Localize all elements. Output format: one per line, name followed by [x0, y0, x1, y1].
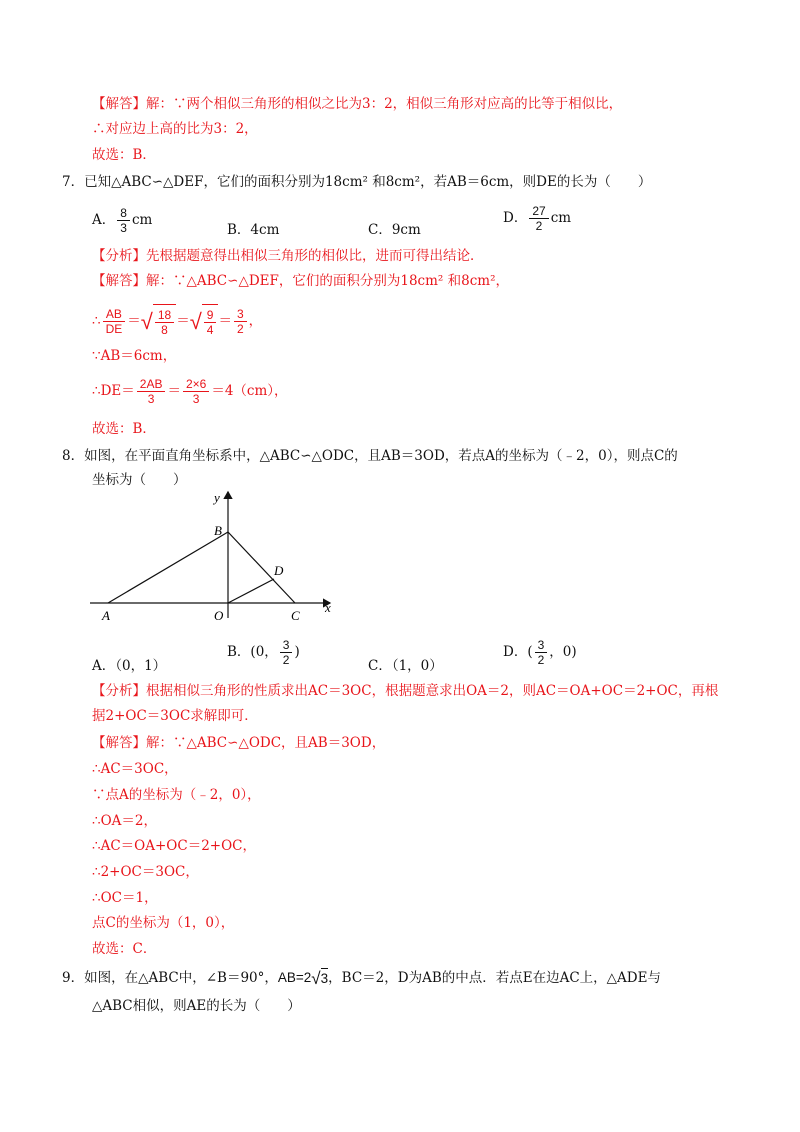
fraction-denominator: 2: [537, 653, 545, 667]
q8-analysis-line2: 据2+OC＝3OC求解即可．: [92, 708, 258, 724]
fraction-2ab-over-3: [137, 377, 166, 406]
q7-answer: 故选：B．: [92, 421, 156, 437]
fraction-numerator: 2×6: [183, 377, 209, 392]
q7-ratio-line: [92, 304, 262, 339]
option-a-unit: cm: [131, 212, 153, 228]
fraction-denominator: 3: [192, 392, 200, 406]
fraction-denominator: DE: [105, 322, 123, 336]
label-x: x: [325, 600, 331, 615]
open-paren: (: [527, 644, 533, 660]
ab-length-text: AB=2: [277, 970, 312, 985]
q8-option-c: C．（1，0）: [368, 658, 443, 674]
equals-sign: ＝: [167, 383, 181, 399]
q9-stem-line2: △ABC相似，则AE的长为（ ）: [92, 998, 301, 1014]
q7-option-d: [503, 204, 571, 233]
q7-ab-line: ∵AB＝6cm，: [92, 348, 177, 364]
equals-sign: ＝: [127, 313, 141, 329]
q7-solution-line1: 【解答】解：∵△ABC∽△DEF，它们的面积分别为18cm² 和8cm²，: [92, 273, 509, 289]
fraction-numerator: AB: [103, 307, 125, 322]
segment-od: [228, 579, 274, 603]
triangle-abc: [108, 532, 295, 603]
q8-option-b: [227, 638, 300, 667]
fraction-numerator: 3: [234, 307, 247, 322]
close-paren: ): [294, 644, 300, 660]
label-d: D: [274, 563, 284, 578]
q8-solution-line3: ∵点A的坐标为（﹣2，0），: [92, 787, 261, 803]
sqrt-18-over-8: √ $\frac{18}{8}$: [141, 304, 176, 339]
q8-option-a: A．（0，1）: [92, 658, 167, 674]
q9-stem-prefix: 9．如图，在△ABC中，∠B＝90°，: [62, 970, 278, 986]
fraction-numerator: 3: [280, 638, 293, 653]
option-b-letter: B．: [227, 644, 251, 660]
q8-solution-line7: ∴OC＝1，: [92, 890, 158, 906]
q7-option-b: B．4cm: [227, 222, 280, 238]
q8-stem-line2: 坐标为（ ）: [92, 472, 187, 488]
q8-analysis-line1: 【分析】根据相似三角形的性质求出AC＝3OC，根据题意求出OA＝2，则AC＝OA+OC＝2+OC，再根: [92, 683, 719, 699]
fraction-numerator: 18: [155, 308, 174, 323]
fraction-denominator: 3: [147, 392, 155, 406]
option-a-fraction: [117, 206, 130, 235]
fraction-denominator: 2: [282, 653, 290, 667]
fraction-numerator: 8: [117, 206, 130, 221]
comma: ，: [248, 313, 263, 329]
q6-answer: 故选：B．: [92, 147, 156, 163]
fraction-denominator: 2: [535, 219, 543, 233]
fraction-denominator: 2: [236, 322, 244, 336]
q8-answer: 故选：C．: [92, 941, 157, 957]
fraction-numerator: 27: [529, 204, 548, 219]
option-d-letter: D．: [503, 210, 528, 226]
de-prefix: ∴DE＝: [92, 383, 135, 399]
equals-sign: ＝: [218, 313, 232, 329]
q8-stem-line1: 8．如图，在平面直角坐标系中，△ABC∽△ODC，且AB＝3OD，若点A的坐标为（﹣2，0），则点C的: [62, 448, 678, 464]
q8-coordinate-figure: [88, 488, 348, 628]
q7-option-c: C．9cm: [368, 222, 421, 238]
q8-solution-line6: ∴2+OC＝3OC，: [92, 864, 199, 880]
label-o: O: [214, 608, 224, 623]
label-b: B: [214, 523, 222, 538]
label-c: C: [291, 608, 300, 623]
fraction-denominator: 4: [206, 322, 214, 337]
q8-solution-line4: ∴OA＝2，: [92, 813, 157, 829]
fraction-numerator: 3: [535, 638, 548, 653]
equals-sign: ＝: [176, 313, 190, 329]
q8-solution-line1: 【解答】解：∵△ABC∽△ODC，且AB＝3OD，: [92, 735, 386, 751]
ratio-3-over-2: [234, 307, 247, 336]
q6-solution-line1: 【解答】解：∵两个相似三角形的相似之比为3：2，相似三角形对应高的比等于相似比，: [92, 96, 623, 112]
label-y: y: [214, 490, 220, 505]
q9-stem-suffix: ，BC＝2，D为AB的中点．若点E在边AC上，△ADE与: [328, 970, 661, 986]
q7-analysis: 【分析】先根据题意得出相似三角形的相似比，进而可得出结论．: [92, 248, 484, 264]
q6-solution-line2: ∴对应边上高的比为3：2，: [92, 121, 258, 137]
q8-solution-line5: ∴AC＝OA+OC＝2+OC，: [92, 838, 256, 854]
sqrt-radicand: 3: [321, 968, 329, 989]
q8-solution-line2: ∴AC＝3OC，: [92, 761, 178, 777]
q7-option-a: [92, 206, 152, 235]
fraction-numerator: 9: [204, 308, 217, 323]
option-d-unit: cm: [550, 210, 572, 226]
fraction-denominator: 8: [161, 322, 168, 337]
close-paren: ，0): [549, 644, 577, 660]
sqrt-9-over-4: √ $\frac{9}{4}$: [190, 304, 219, 339]
q8-solution-line8: 点C的坐标为（1，0），: [92, 915, 235, 931]
fraction-numerator: 2AB: [137, 377, 166, 392]
ratio-ab-de: [103, 307, 126, 336]
sqrt-3: √ 3: [311, 969, 329, 988]
de-result: ＝4（cm），: [211, 383, 288, 399]
q9-stem-line1: [62, 968, 661, 989]
therefore-symbol: ∴: [92, 313, 101, 329]
q7-stem: 7．已知△ABC∽△DEF，它们的面积分别为18cm² 和8cm²，若AB＝6cm，则DE的长为（ ）: [62, 174, 652, 190]
option-d-fraction: [529, 204, 548, 233]
option-a-letter: A．: [92, 212, 116, 228]
option-d-letter: D．: [503, 644, 528, 660]
q7-de-line: [92, 374, 288, 408]
q8-option-d: [503, 638, 577, 667]
fraction-2x6-over-3: [183, 377, 209, 406]
label-a: A: [102, 608, 110, 623]
open-paren: (0，: [250, 644, 278, 660]
fraction-denominator: 3: [120, 221, 127, 235]
